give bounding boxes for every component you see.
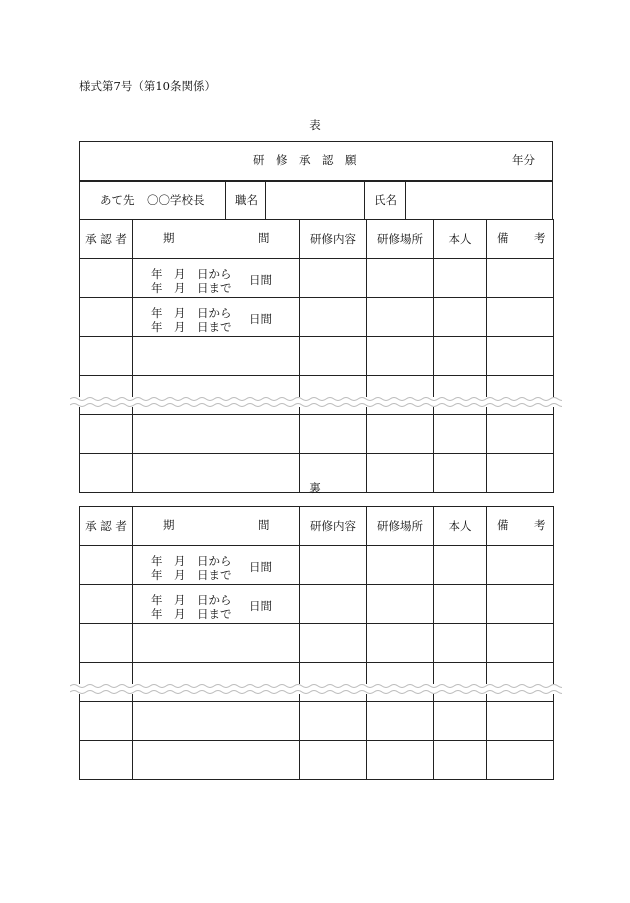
- addressee-row: [79, 181, 553, 220]
- period-header-right: 間: [258, 231, 270, 245]
- position-label: 職名: [235, 193, 258, 207]
- remarks-header-left: 備: [497, 518, 509, 532]
- remarks-cell[interactable]: [487, 415, 554, 454]
- period-days: 日間: [249, 312, 272, 326]
- approver-cell[interactable]: [80, 259, 133, 298]
- addressee-label: あて先: [100, 193, 135, 207]
- period-cell[interactable]: [133, 624, 300, 663]
- content-header: 研修内容: [310, 232, 356, 246]
- place-cell[interactable]: [367, 702, 434, 741]
- period-cell[interactable]: [133, 702, 300, 741]
- table-row: [80, 298, 554, 337]
- self-cell[interactable]: [434, 546, 487, 585]
- period-days: 日間: [249, 273, 272, 287]
- period-cell[interactable]: [133, 546, 299, 584]
- period-from: 年 月 日から: [151, 593, 232, 607]
- table-row: [80, 702, 554, 741]
- year-suffix: 年分: [512, 153, 535, 167]
- period-days: 日間: [249, 599, 272, 613]
- table-row: [80, 337, 554, 376]
- self-cell[interactable]: [434, 624, 487, 663]
- period-header-right: 間: [258, 518, 270, 532]
- place-cell[interactable]: [367, 741, 434, 780]
- content-cell[interactable]: [300, 298, 367, 337]
- self-header: 本人: [448, 519, 472, 533]
- front-side-label: 表: [309, 118, 321, 132]
- form-title: 研 修 承 認 願: [253, 153, 357, 167]
- table-row: [80, 624, 554, 663]
- place-cell[interactable]: [367, 259, 434, 298]
- approver-cell[interactable]: [80, 702, 133, 741]
- divider: [364, 182, 365, 219]
- title-row: [79, 141, 553, 181]
- period-header-left: 期: [163, 231, 175, 245]
- approver-cell[interactable]: [80, 546, 133, 585]
- period-from: 年 月 日から: [151, 554, 232, 568]
- self-cell[interactable]: [434, 702, 487, 741]
- content-cell[interactable]: [300, 337, 367, 376]
- place-cell[interactable]: [367, 337, 434, 376]
- period-to: 年 月 日まで: [151, 568, 232, 582]
- approver-cell[interactable]: [80, 298, 133, 337]
- self-cell[interactable]: [434, 337, 487, 376]
- period-from: 年 月 日から: [151, 267, 232, 281]
- remarks-cell[interactable]: [487, 337, 554, 376]
- addressee-value: 〇〇学校長: [147, 193, 205, 207]
- back-side-label: 裏: [309, 481, 321, 495]
- period-cell[interactable]: [133, 259, 299, 297]
- remarks-header-right: 考: [534, 518, 546, 532]
- remarks-cell[interactable]: [487, 298, 554, 337]
- table-row: [80, 259, 554, 298]
- table-break-mark: [70, 395, 562, 409]
- table-row: [80, 741, 554, 780]
- self-cell[interactable]: [434, 298, 487, 337]
- content-cell[interactable]: [300, 702, 367, 741]
- remarks-cell[interactable]: [487, 624, 554, 663]
- approver-cell[interactable]: [80, 741, 133, 780]
- place-header: 研修場所: [377, 519, 423, 533]
- divider: [405, 182, 406, 219]
- remarks-cell[interactable]: [487, 585, 554, 624]
- approver-cell[interactable]: [80, 337, 133, 376]
- period-to: 年 月 日まで: [151, 607, 232, 621]
- approver-header: 承 認 者: [85, 232, 127, 246]
- approver-cell[interactable]: [80, 585, 133, 624]
- content-cell[interactable]: [300, 585, 367, 624]
- self-cell[interactable]: [434, 585, 487, 624]
- place-cell[interactable]: [367, 546, 434, 585]
- period-to: 年 月 日まで: [151, 281, 232, 295]
- content-cell[interactable]: [300, 259, 367, 298]
- period-cell[interactable]: [133, 298, 299, 336]
- table-row: [80, 415, 554, 454]
- remarks-cell[interactable]: [487, 702, 554, 741]
- period-days: 日間: [249, 560, 272, 574]
- place-header: 研修場所: [377, 232, 423, 246]
- content-header: 研修内容: [310, 519, 356, 533]
- name-label: 氏名: [374, 193, 397, 207]
- period-header-left: 期: [163, 518, 175, 532]
- table-row: [80, 546, 554, 585]
- content-cell[interactable]: [300, 624, 367, 663]
- place-cell[interactable]: [367, 298, 434, 337]
- period-cell[interactable]: [133, 337, 300, 376]
- period-cell[interactable]: [133, 741, 300, 780]
- approver-header: 承 認 者: [85, 519, 127, 533]
- period-from: 年 月 日から: [151, 306, 232, 320]
- period-cell[interactable]: [133, 585, 299, 623]
- remarks-header-left: 備: [497, 231, 509, 245]
- front-training-table: [79, 219, 553, 493]
- content-cell[interactable]: [300, 415, 367, 454]
- divider: [265, 182, 266, 219]
- content-cell[interactable]: [300, 741, 367, 780]
- self-cell[interactable]: [434, 259, 487, 298]
- self-header: 本人: [448, 232, 472, 246]
- content-cell[interactable]: [300, 546, 367, 585]
- self-cell[interactable]: [434, 741, 487, 780]
- remarks-cell[interactable]: [487, 259, 554, 298]
- place-cell[interactable]: [367, 585, 434, 624]
- remarks-cell[interactable]: [487, 741, 554, 780]
- period-to: 年 月 日まで: [151, 320, 232, 334]
- approver-cell[interactable]: [80, 624, 133, 663]
- place-cell[interactable]: [367, 415, 434, 454]
- table-header-row: [80, 220, 554, 259]
- table-header-row: [80, 507, 554, 546]
- form-number-label: 様式第7号（第10条関係）: [79, 79, 216, 93]
- place-cell[interactable]: [367, 624, 434, 663]
- table-row: [80, 585, 554, 624]
- back-training-table: [79, 506, 553, 780]
- remarks-cell[interactable]: [487, 546, 554, 585]
- remarks-header-right: 考: [534, 231, 546, 245]
- period-cell[interactable]: [133, 415, 300, 454]
- table-break-mark: [70, 682, 562, 696]
- self-cell[interactable]: [434, 415, 487, 454]
- approver-cell[interactable]: [80, 415, 133, 454]
- divider: [225, 182, 226, 219]
